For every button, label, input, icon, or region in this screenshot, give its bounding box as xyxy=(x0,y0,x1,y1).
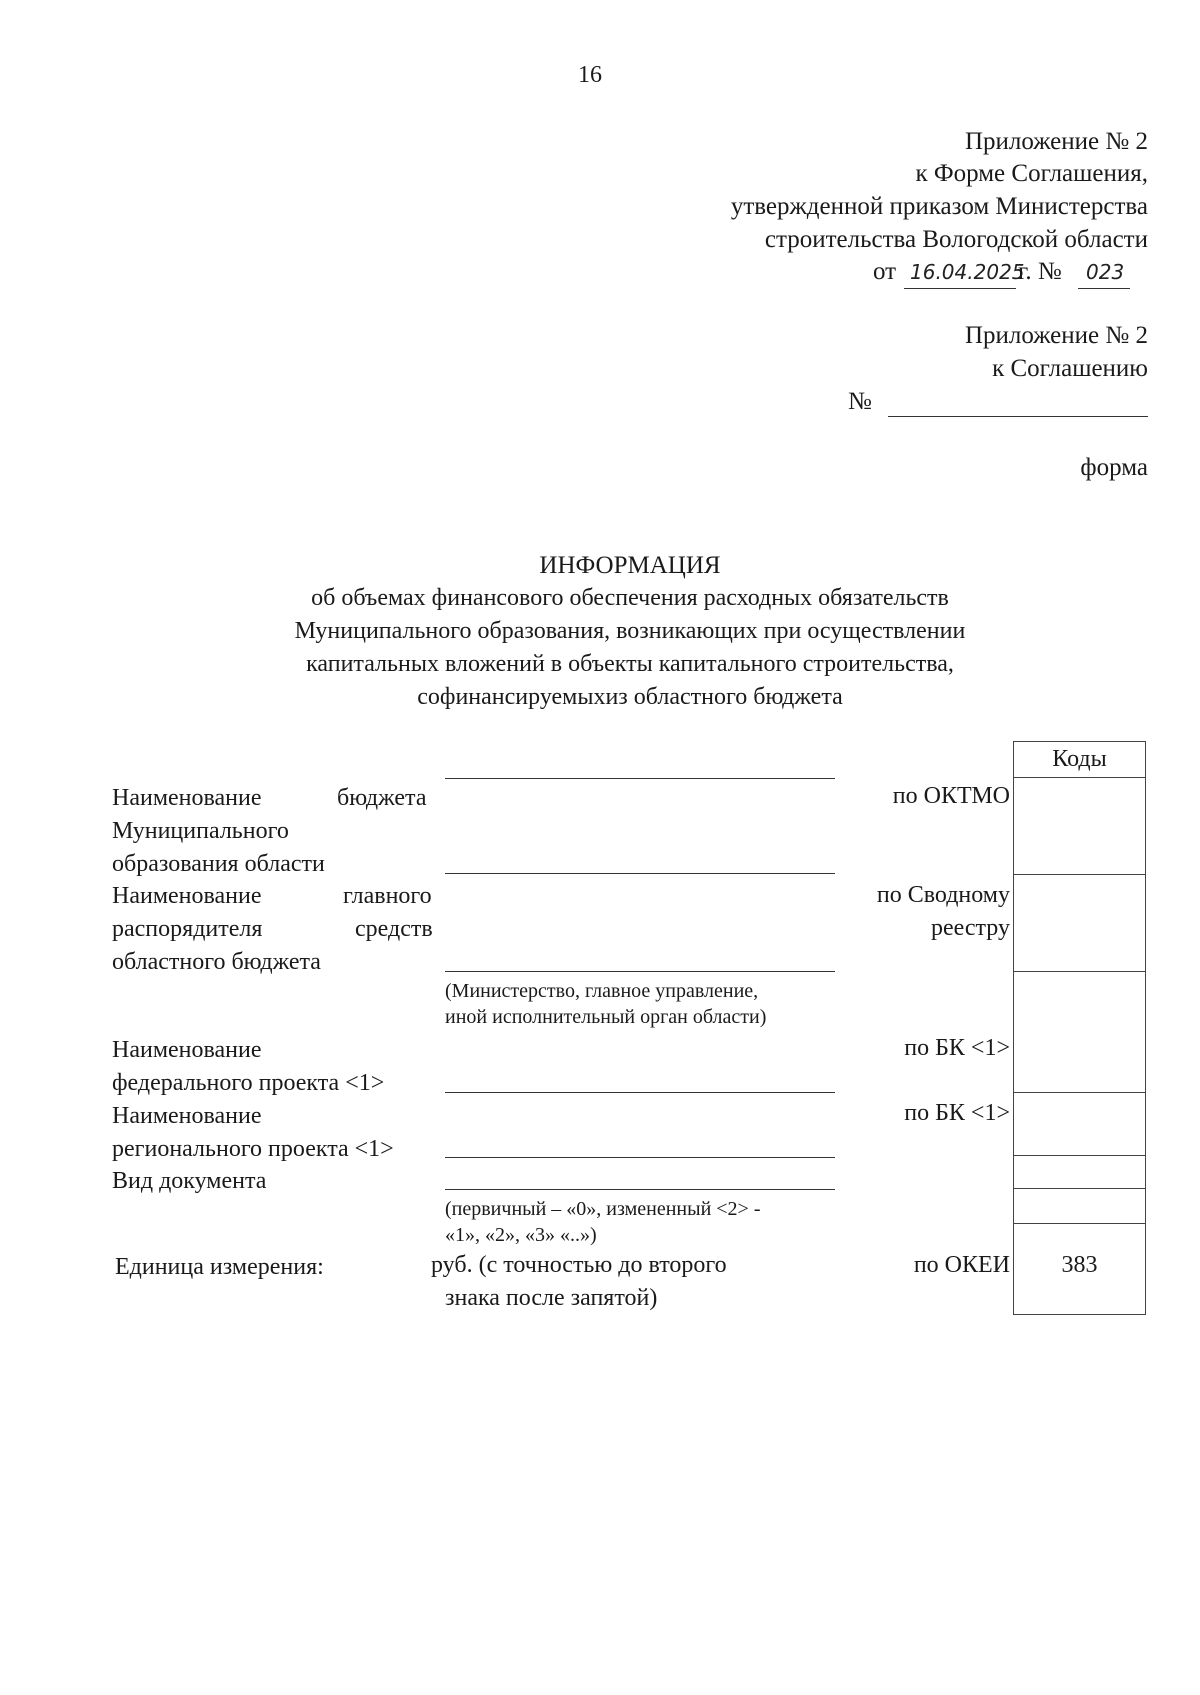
appendix-agreement-line2: к Соглашению xyxy=(992,355,1148,382)
title-line2: Муниципального образования, возникающих при осуществлении xyxy=(294,618,966,644)
okei-code-value: 383 xyxy=(1061,1252,1098,1278)
title-heading: ИНФОРМАЦИЯ xyxy=(539,552,721,579)
title-line3: капитальных вложений в объекты капитального строительства, xyxy=(306,651,954,677)
unit-label: Единица измерения: xyxy=(115,1254,324,1280)
budget-name-input-line-top[interactable] xyxy=(445,778,835,779)
document-type-input-line[interactable] xyxy=(445,1189,835,1190)
federal-project-label-line2: федерального проекта <1> xyxy=(112,1070,385,1096)
manager-hint-line2: иной исполнительный орган области) xyxy=(445,1006,767,1028)
budget-name-input-line[interactable] xyxy=(445,873,835,874)
order-date-suffix: г. № xyxy=(1018,258,1062,285)
code-label-bk-federal: по БК <1> xyxy=(904,1035,1010,1061)
budget-label-word2: бюджета xyxy=(337,785,427,811)
agreement-number-label: № xyxy=(848,388,872,415)
federal-project-input-line[interactable] xyxy=(445,1092,835,1093)
manager-label-word4: средств xyxy=(355,916,433,942)
page-number: 16 xyxy=(578,62,602,88)
manager-name-input-line[interactable] xyxy=(445,971,835,972)
codes-column xyxy=(1013,777,1146,1315)
code-label-registry-line1: по Сводному xyxy=(876,882,1010,908)
budget-label-line2: Муниципального xyxy=(112,818,289,844)
code-divider xyxy=(1013,1092,1146,1093)
manager-label-word1: Наименование xyxy=(112,883,262,909)
document-type-label: Вид документа xyxy=(112,1168,267,1194)
appendix-form-line1: Приложение № 2 xyxy=(964,128,1148,155)
code-divider xyxy=(1013,971,1146,972)
appendix-form-line2: к Форме Соглашения, xyxy=(915,160,1148,187)
order-date-value: 16.04.2025 xyxy=(910,260,1025,284)
title-line4: софинансируемыхиз областного бюджета xyxy=(417,684,843,710)
regional-project-label-line2: регионального проекта <1> xyxy=(112,1136,394,1162)
code-divider xyxy=(1013,1223,1146,1224)
federal-project-label-line1: Наименование xyxy=(112,1037,262,1063)
code-divider xyxy=(1013,874,1146,875)
regional-project-label-line1: Наименование xyxy=(112,1103,262,1129)
order-date-underline xyxy=(904,288,1016,289)
code-divider xyxy=(1013,1155,1146,1156)
appendix-form-line4: строительства Вологодской области xyxy=(764,226,1148,253)
title-line1: об объемах финансового обеспечения расходных обязательств xyxy=(311,585,949,611)
order-date-prefix: от xyxy=(873,258,897,285)
form-label: форма xyxy=(1080,454,1148,481)
unit-value-line1: руб. (с точностью до второго xyxy=(431,1252,727,1278)
code-divider xyxy=(1013,1188,1146,1189)
manager-label-line3: областного бюджета xyxy=(112,949,321,975)
regional-project-input-line[interactable] xyxy=(445,1157,835,1158)
budget-label-line3: образования области xyxy=(112,851,325,877)
manager-hint-line1: (Министерство, главное управление, xyxy=(445,980,759,1002)
code-label-registry-line2: реестру xyxy=(930,915,1010,941)
agreement-number-field[interactable] xyxy=(888,416,1148,417)
manager-label-word2: главного xyxy=(343,883,432,909)
code-label-bk-regional: по БК <1> xyxy=(904,1100,1010,1126)
document-type-hint-line2: «1», «2», «3» «..») xyxy=(445,1224,597,1246)
unit-value-line2: знака после запятой) xyxy=(445,1285,658,1311)
document-type-hint-line1: (первичный – «0», измененный <2> - xyxy=(445,1198,761,1220)
code-label-oktmo: по ОКТМО xyxy=(892,783,1010,809)
manager-label-word3: распорядителя xyxy=(112,916,263,942)
codes-header: Коды xyxy=(1052,746,1107,772)
code-label-okei: по ОКЕИ xyxy=(913,1252,1010,1278)
appendix-agreement-line1: Приложение № 2 xyxy=(964,322,1148,349)
appendix-form-line3: утвержденной приказом Министерства xyxy=(730,193,1148,220)
order-number-underline xyxy=(1078,288,1130,289)
budget-label-word1: Наименование xyxy=(112,785,262,811)
order-number-value: 023 xyxy=(1086,260,1125,284)
